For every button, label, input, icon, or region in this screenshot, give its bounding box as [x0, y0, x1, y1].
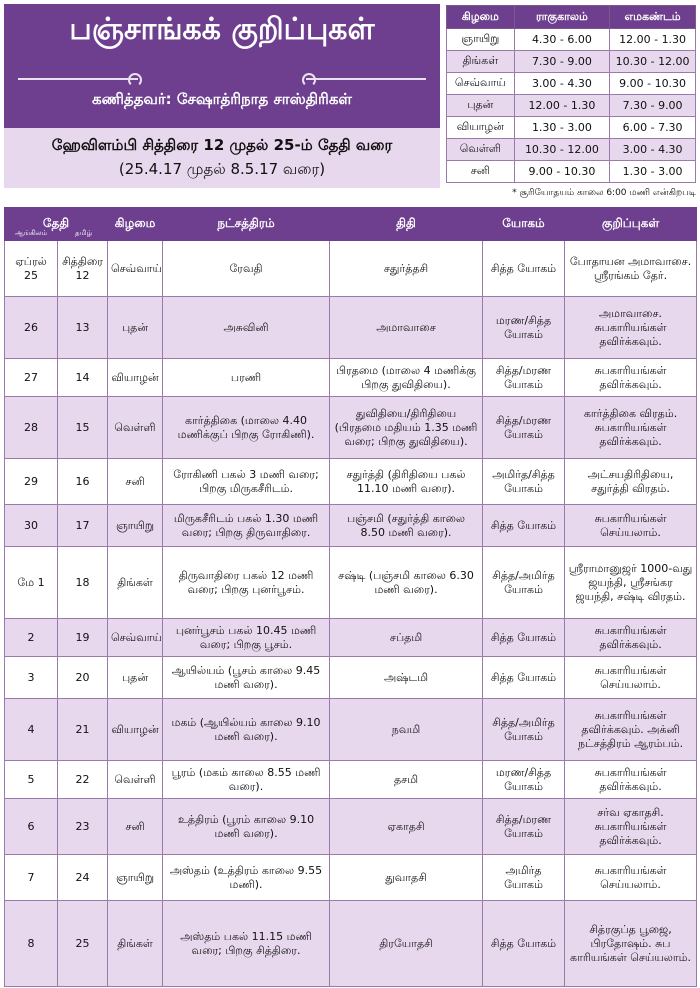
yama-time-cell: 6.00 - 7.30 — [610, 117, 696, 139]
header-thithi: திதி — [330, 208, 483, 241]
notes-cell: சுபகாரியங்கள் தவிர்க்கவும். — [565, 761, 697, 799]
rahu-day-cell: செவ்வாய் — [447, 73, 515, 95]
period-line-2: (25.4.17 முதல் 8.5.17 வரை) — [118, 160, 326, 178]
date-eng-cell: ஏப்ரல் 25 — [5, 241, 58, 297]
thithi-cell: சதுர்த்தி (திரிதியை பகல் 11.10 மணி வரை). — [330, 459, 483, 505]
yogam-cell: சித்த/அமிர்த யோகம் — [483, 699, 565, 761]
thithi-cell: நவமி — [330, 699, 483, 761]
date-tamil-cell: 22 — [58, 761, 108, 799]
yogam-cell: சித்த/மரண யோகம் — [483, 359, 565, 397]
panchangam-table — [4, 207, 697, 987]
day-cell: திங்கள் — [108, 901, 163, 987]
table-row — [5, 901, 697, 987]
yogam-cell: சித்த யோகம் — [483, 241, 565, 297]
date-eng-cell: 28 — [5, 397, 58, 459]
thithi-cell: பஞ்சமி (சதுர்த்தி காலை 8.50 மணி வரை). — [330, 505, 483, 547]
yogam-cell: அமிர்த/சித்த யோகம் — [483, 459, 565, 505]
table-row — [5, 359, 697, 397]
thithi-cell: சப்தமி — [330, 619, 483, 657]
rahu-day-cell: வெள்ளி — [447, 139, 515, 161]
notes-cell: சுபகாரியங்கள் செய்யலாம். — [565, 855, 697, 901]
date-eng-cell: 30 — [5, 505, 58, 547]
table-row — [5, 297, 697, 359]
date-tamil-cell: 14 — [58, 359, 108, 397]
thithi-cell: பிரதமை (மாலை 4 மணிக்கு பிறகு துவிதியை). — [330, 359, 483, 397]
day-cell: வியாழன் — [108, 359, 163, 397]
thithi-cell: அஷ்டமி — [330, 657, 483, 699]
yama-time-cell: 9.00 - 10.30 — [610, 73, 696, 95]
table-row — [5, 657, 697, 699]
header-notes: குறிப்புகள் — [565, 208, 697, 241]
date-tamil-cell: 24 — [58, 855, 108, 901]
notes-cell: சுபகாரியங்கள் தவிர்க்கவும். அக்னி நட்சத்திரம் ஆரம்பம். — [565, 699, 697, 761]
notes-cell: சுபகாரியங்கள் செய்யலாம். — [565, 505, 697, 547]
date-eng-cell: 3 — [5, 657, 58, 699]
yogam-cell: சித்த யோகம் — [483, 505, 565, 547]
date-eng-cell: 26 — [5, 297, 58, 359]
day-cell: வியாழன் — [108, 699, 163, 761]
yama-time-cell: 10.30 - 12.00 — [610, 51, 696, 73]
date-eng-cell: 7 — [5, 855, 58, 901]
thithi-cell: அமாவாசை — [330, 297, 483, 359]
notes-cell: ஸ்ரீராமானுஜர் 1000-வது ஜயந்தி, ஸ்ரீசங்கர ஜயந்தி, சஷ்டி விரதம். — [565, 547, 697, 619]
rahu-time-cell: 12.00 - 1.30 — [514, 95, 610, 117]
star-cell: ரேவதி — [163, 241, 330, 297]
table-row — [5, 397, 697, 459]
date-eng-cell: 29 — [5, 459, 58, 505]
notes-cell: சர்வ ஏகாதசி. சுபகாரியங்கள் தவிர்க்கவும். — [565, 799, 697, 855]
date-tamil-cell: 15 — [58, 397, 108, 459]
header-date-tamil: தமிழ் — [75, 229, 93, 237]
date-eng-cell: 27 — [5, 359, 58, 397]
thithi-cell: துவிதியை/திரிதியை (பிரதமை மதியம் 1.35 மணி வரை; பிறகு துவிதியை). — [330, 397, 483, 459]
rahu-header-rahu: ராகுகாலம் — [514, 6, 610, 29]
star-cell: பரணி — [163, 359, 330, 397]
rahu-day-cell: திங்கள் — [447, 51, 515, 73]
date-tamil-cell: 18 — [58, 547, 108, 619]
thithi-cell: துவாதசி — [330, 855, 483, 901]
yogam-cell: சித்த/மரண யோகம் — [483, 397, 565, 459]
rahu-day-cell: சனி — [447, 161, 515, 183]
star-cell: உத்திரம் (பூரம் காலை 9.10 மணி வரை). — [163, 799, 330, 855]
day-cell: வெள்ளி — [108, 761, 163, 799]
ornament-right — [306, 78, 426, 80]
author-line: கணித்தவர்: சேஷாத்ரிநாத சாஸ்திரிகள் — [92, 90, 352, 108]
header-date-label: தேதி — [42, 216, 70, 230]
date-tamil-cell: 13 — [58, 297, 108, 359]
star-cell: ஆயில்யம் (பூசம் காலை 9.45 மணி வரை). — [163, 657, 330, 699]
star-cell: அஸ்தம் பகல் 11.15 மணி வரை; பிறகு சித்திரை. — [163, 901, 330, 987]
table-row — [5, 619, 697, 657]
rahu-kalam-table — [446, 5, 696, 183]
rahu-row — [447, 29, 696, 51]
notes-cell: சுபகாரியங்கள் செய்யலாம். — [565, 657, 697, 699]
date-tamil-cell: 21 — [58, 699, 108, 761]
yogam-cell: சித்த/மரண யோகம் — [483, 799, 565, 855]
day-cell: சனி — [108, 799, 163, 855]
rahu-row — [447, 161, 696, 183]
yogam-cell: மரண/சித்த யோகம் — [483, 761, 565, 799]
date-tamil-cell: 17 — [58, 505, 108, 547]
rahu-day-cell: புதன் — [447, 95, 515, 117]
rahu-time-cell: 9.00 - 10.30 — [514, 161, 610, 183]
date-eng-cell: 2 — [5, 619, 58, 657]
date-eng-cell: 5 — [5, 761, 58, 799]
rahu-day-cell: வியாழன் — [447, 117, 515, 139]
star-cell: மிருகசீரிடம் பகல் 1.30 மணி வரை; பிறகு திருவாதிரை. — [163, 505, 330, 547]
table-row — [5, 761, 697, 799]
yogam-cell: அமிர்த யோகம் — [483, 855, 565, 901]
date-tamil-cell: 23 — [58, 799, 108, 855]
thithi-cell: சதுர்த்தசி — [330, 241, 483, 297]
table-row — [5, 241, 697, 297]
day-cell: செவ்வாய் — [108, 241, 163, 297]
table-row — [5, 799, 697, 855]
star-cell: ரோகிணி பகல் 3 மணி வரை; பிறகு மிருகசீரிடம். — [163, 459, 330, 505]
yogam-cell: சித்த/அமிர்த யோகம் — [483, 547, 565, 619]
date-tamil-cell: 20 — [58, 657, 108, 699]
rahu-time-cell: 1.30 - 3.00 — [514, 117, 610, 139]
header-banner — [4, 4, 440, 128]
header-yogam: யோகம் — [483, 208, 565, 241]
rahu-time-cell: 10.30 - 12.00 — [514, 139, 610, 161]
notes-cell: கார்த்திகை விரதம். சுபகாரியங்கள் தவிர்க்கவும். — [565, 397, 697, 459]
date-tamil-cell: 19 — [58, 619, 108, 657]
main-table-header — [5, 208, 697, 241]
rahu-header-yama: எமகண்டம் — [610, 6, 696, 29]
day-cell: ஞாயிறு — [108, 505, 163, 547]
date-eng-cell: 8 — [5, 901, 58, 987]
date-eng-cell: மே 1 — [5, 547, 58, 619]
notes-cell: அமாவாசை. சுபகாரியங்கள் தவிர்க்கவும். — [565, 297, 697, 359]
sunrise-note: * சூரியோதயம் காலை 6:00 மணி என்கிறபடி — [512, 188, 696, 198]
notes-cell: சுபகாரியங்கள் தவிர்க்கவும். — [565, 619, 697, 657]
header-date-eng: ஆங்கிலம் — [15, 229, 48, 237]
rahu-row — [447, 139, 696, 161]
date-tamil-cell: 16 — [58, 459, 108, 505]
yogam-cell: சித்த யோகம் — [483, 657, 565, 699]
yogam-cell: சித்த யோகம் — [483, 901, 565, 987]
table-row — [5, 855, 697, 901]
yama-time-cell: 1.30 - 3.00 — [610, 161, 696, 183]
date-tamil-cell: 25 — [58, 901, 108, 987]
date-tamil-cell: சித்திரை 12 — [58, 241, 108, 297]
star-cell: திருவாதிரை பகல் 12 மணி வரை; பிறகு புனர்பூசம். — [163, 547, 330, 619]
day-cell: திங்கள் — [108, 547, 163, 619]
table-row — [5, 459, 697, 505]
thithi-cell: திரயோதசி — [330, 901, 483, 987]
star-cell: கார்த்திகை (மாலை 4.40 மணிக்குப் பிறகு ரோகிணி). — [163, 397, 330, 459]
period-line-1: ஹேவிளம்பி சித்திரை 12 முதல் 25-ம் தேதி வரை — [51, 136, 393, 154]
day-cell: செவ்வாய் — [108, 619, 163, 657]
period-box — [4, 128, 440, 188]
rahu-row — [447, 95, 696, 117]
star-cell: அஸ்தம் (உத்திரம் காலை 9.55 மணி). — [163, 855, 330, 901]
rahu-day-cell: ஞாயிறு — [447, 29, 515, 51]
star-cell: மகம் (ஆயில்யம் காலை 9.10 மணி வரை). — [163, 699, 330, 761]
yama-time-cell: 7.30 - 9.00 — [610, 95, 696, 117]
rahu-header-day: கிழமை — [447, 6, 515, 29]
rahu-time-cell: 4.30 - 6.00 — [514, 29, 610, 51]
rahu-row — [447, 117, 696, 139]
yogam-cell: சித்த யோகம் — [483, 619, 565, 657]
day-cell: புதன் — [108, 657, 163, 699]
table-row — [5, 699, 697, 761]
notes-cell: போதாயன அமாவாசை. ஸ்ரீரங்கம் தேர். — [565, 241, 697, 297]
yama-time-cell: 3.00 - 4.30 — [610, 139, 696, 161]
header-star: நட்சத்திரம் — [163, 208, 330, 241]
ornament-left — [18, 78, 138, 80]
day-cell: ஞாயிறு — [108, 855, 163, 901]
star-cell: அசுவினி — [163, 297, 330, 359]
star-cell: பூரம் (மகம் காலை 8.55 மணி வரை). — [163, 761, 330, 799]
rahu-time-cell: 3.00 - 4.30 — [514, 73, 610, 95]
day-cell: சனி — [108, 459, 163, 505]
thithi-cell: தசமி — [330, 761, 483, 799]
notes-cell: அட்சயதிரிதியை, சதுர்த்தி விரதம். — [565, 459, 697, 505]
header-date — [5, 208, 108, 241]
day-cell: வெள்ளி — [108, 397, 163, 459]
notes-cell: சித்ரகுப்த பூஜை, பிரதோஷம். சுப காரியங்கள் செய்யலாம். — [565, 901, 697, 987]
yogam-cell: மரண/சித்த யோகம் — [483, 297, 565, 359]
rahu-time-cell: 7.30 - 9.00 — [514, 51, 610, 73]
rahu-table-header — [447, 6, 696, 29]
table-row — [5, 505, 697, 547]
header-day: கிழமை — [108, 208, 163, 241]
rahu-row — [447, 73, 696, 95]
thithi-cell: ஏகாதசி — [330, 799, 483, 855]
star-cell: புனர்பூசம் பகல் 10.45 மணி வரை; பிறகு பூசம். — [163, 619, 330, 657]
yama-time-cell: 12.00 - 1.30 — [610, 29, 696, 51]
date-eng-cell: 4 — [5, 699, 58, 761]
table-row — [5, 547, 697, 619]
notes-cell: சுபகாரியங்கள் தவிர்க்கவும். — [565, 359, 697, 397]
thithi-cell: சஷ்டி (பஞ்சமி காலை 6.30 மணி வரை). — [330, 547, 483, 619]
rahu-row — [447, 51, 696, 73]
page-title: பஞ்சாங்கக் குறிப்புகள் — [69, 12, 375, 47]
date-eng-cell: 6 — [5, 799, 58, 855]
day-cell: புதன் — [108, 297, 163, 359]
